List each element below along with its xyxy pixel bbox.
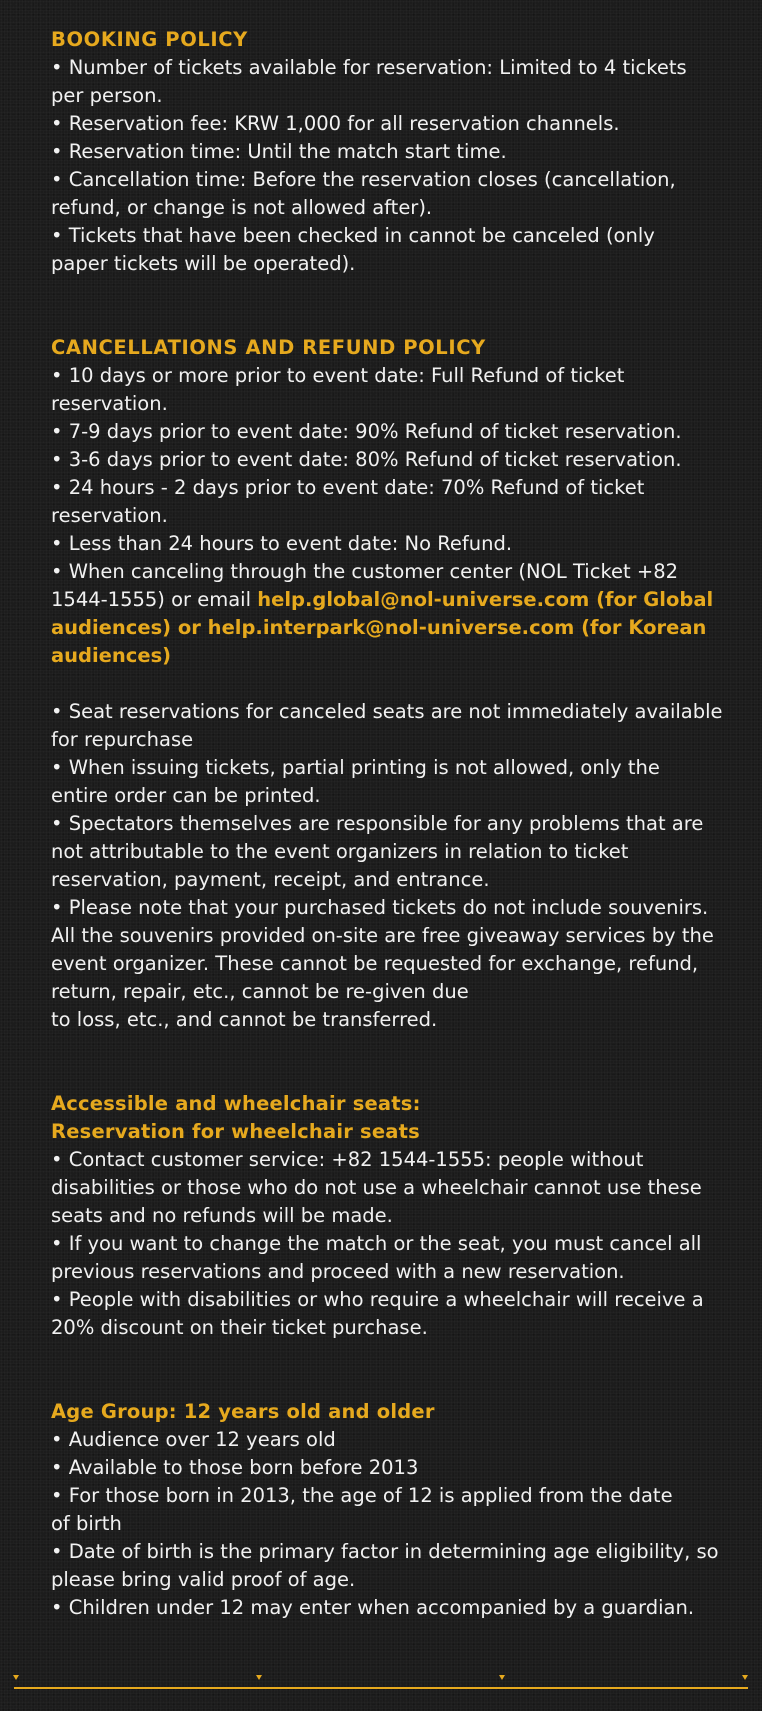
accessible-line: previous reservations and proceed with a new reservation.	[51, 1260, 625, 1283]
refund-line: reservation.	[51, 504, 168, 527]
refund-note-line: • Spectators themselves are responsible for any problems that are	[51, 812, 704, 835]
accessible-line: 20% discount on their ticket purchase.	[51, 1316, 428, 1339]
booking-line: refund, or change is not allowed after).	[51, 196, 433, 219]
refund-note-line: reservation, payment, receipt, and entrance.	[51, 868, 490, 891]
paragraph-spacer	[51, 670, 741, 698]
age-line: • Available to those born before 2013	[51, 1456, 419, 1479]
accessible-line: • People with disabilities or who require a wheelchair will receive a	[51, 1288, 704, 1311]
refund-note-line: return, repair, etc., cannot be re-given due	[51, 980, 469, 1003]
booking-line: • Reservation time: Until the match start time.	[51, 140, 507, 163]
age-line: • Audience over 12 years old	[51, 1428, 336, 1451]
section-spacer	[51, 278, 741, 334]
age-group-section	[51, 1398, 741, 1622]
email-audiences-text: audiences)	[51, 644, 172, 667]
footer-tick-marker	[13, 1675, 19, 1680]
age-line: • For those born in 2013, the age of 12 is applied from the date	[51, 1484, 673, 1507]
refund-note-line: to loss, etc., and cannot be transferred.	[51, 1008, 438, 1031]
refund-note-line: • When issuing tickets, partial printing is not allowed, only the	[51, 756, 660, 779]
refund-line: • 24 hours - 2 days prior to event date: 70% Refund of ticket	[51, 476, 645, 499]
booking-line: • Reservation fee: KRW 1,000 for all reservation channels.	[51, 112, 620, 135]
booking-line: per person.	[51, 84, 163, 107]
booking-line: • Number of tickets available for reservation: Limited to 4 tickets	[51, 56, 687, 79]
refund-note-line: All the souvenirs provided on-site are free giveaway services by the	[51, 924, 714, 947]
refund-note-line: • Please note that your purchased tickets do not include souvenirs.	[51, 896, 709, 919]
footer-divider	[14, 1687, 748, 1689]
booking-policy-heading: BOOKING POLICY	[51, 28, 248, 51]
accessible-line: disabilities or those who do not use a wheelchair cannot use these	[51, 1176, 702, 1199]
accessible-line: seats and no refunds will be made.	[51, 1204, 393, 1227]
refund-line: • 3-6 days prior to event date: 80% Refund of ticket reservation.	[51, 448, 682, 471]
accessible-line: • If you want to change the match or the seat, you must cancel all	[51, 1232, 702, 1255]
refund-note-line: event organizer. These cannot be requested for exchange, refund,	[51, 952, 699, 975]
refund-line: • When canceling through the customer center (NOL Ticket +82	[51, 560, 679, 583]
accessible-line: • Contact customer service: +82 1544-1555: people without	[51, 1148, 644, 1171]
footer-tick-marker	[499, 1675, 505, 1680]
refund-email-line	[51, 586, 741, 614]
policy-document	[51, 26, 741, 1622]
section-spacer	[51, 1034, 741, 1090]
refund-line: • Less than 24 hours to event date: No Refund.	[51, 532, 513, 555]
refund-email-prefix: 1544-1555) or email	[51, 588, 258, 611]
age-group-heading: Age Group: 12 years old and older	[51, 1400, 435, 1423]
footer-tick-marker	[256, 1675, 262, 1680]
age-line: of birth	[51, 1512, 122, 1535]
refund-line: • 7-9 days prior to event date: 90% Refund of ticket reservation.	[51, 420, 682, 443]
age-line: • Children under 12 may enter when accompanied by a guardian.	[51, 1596, 695, 1619]
refund-note-line: for repurchase	[51, 728, 194, 751]
refund-note-line: • Seat reservations for canceled seats are not immediately available	[51, 700, 723, 723]
booking-line: paper tickets will be operated).	[51, 252, 356, 275]
wheelchair-reservation-heading: Reservation for wheelchair seats	[51, 1120, 420, 1143]
section-spacer	[51, 1342, 741, 1398]
accessible-seats-section	[51, 1090, 741, 1342]
footer-tick-marker	[742, 1675, 748, 1680]
booking-line: • Tickets that have been checked in cannot be canceled (only	[51, 224, 655, 247]
accessible-seats-heading: Accessible and wheelchair seats:	[51, 1092, 421, 1115]
booking-policy-section	[51, 26, 741, 278]
age-line: • Date of birth is the primary factor in determining age eligibility, so	[51, 1540, 719, 1563]
refund-policy-section	[51, 334, 741, 1034]
korean-email-link[interactable]: audiences) or help.interpark@nol-universe.com (for Korean	[51, 616, 707, 639]
refund-note-line: not attributable to the event organizers in relation to ticket	[51, 840, 629, 863]
refund-note-line: entire order can be printed.	[51, 784, 321, 807]
age-line: please bring valid proof of age.	[51, 1568, 356, 1591]
booking-line: • Cancellation time: Before the reservation closes (cancellation,	[51, 168, 676, 191]
global-email-link[interactable]: help.global@nol-universe.com (for Global	[257, 588, 714, 611]
refund-line: • 10 days or more prior to event date: Full Refund of ticket	[51, 364, 625, 387]
refund-policy-heading: CANCELLATIONS AND REFUND POLICY	[51, 336, 486, 359]
refund-line: reservation.	[51, 392, 168, 415]
